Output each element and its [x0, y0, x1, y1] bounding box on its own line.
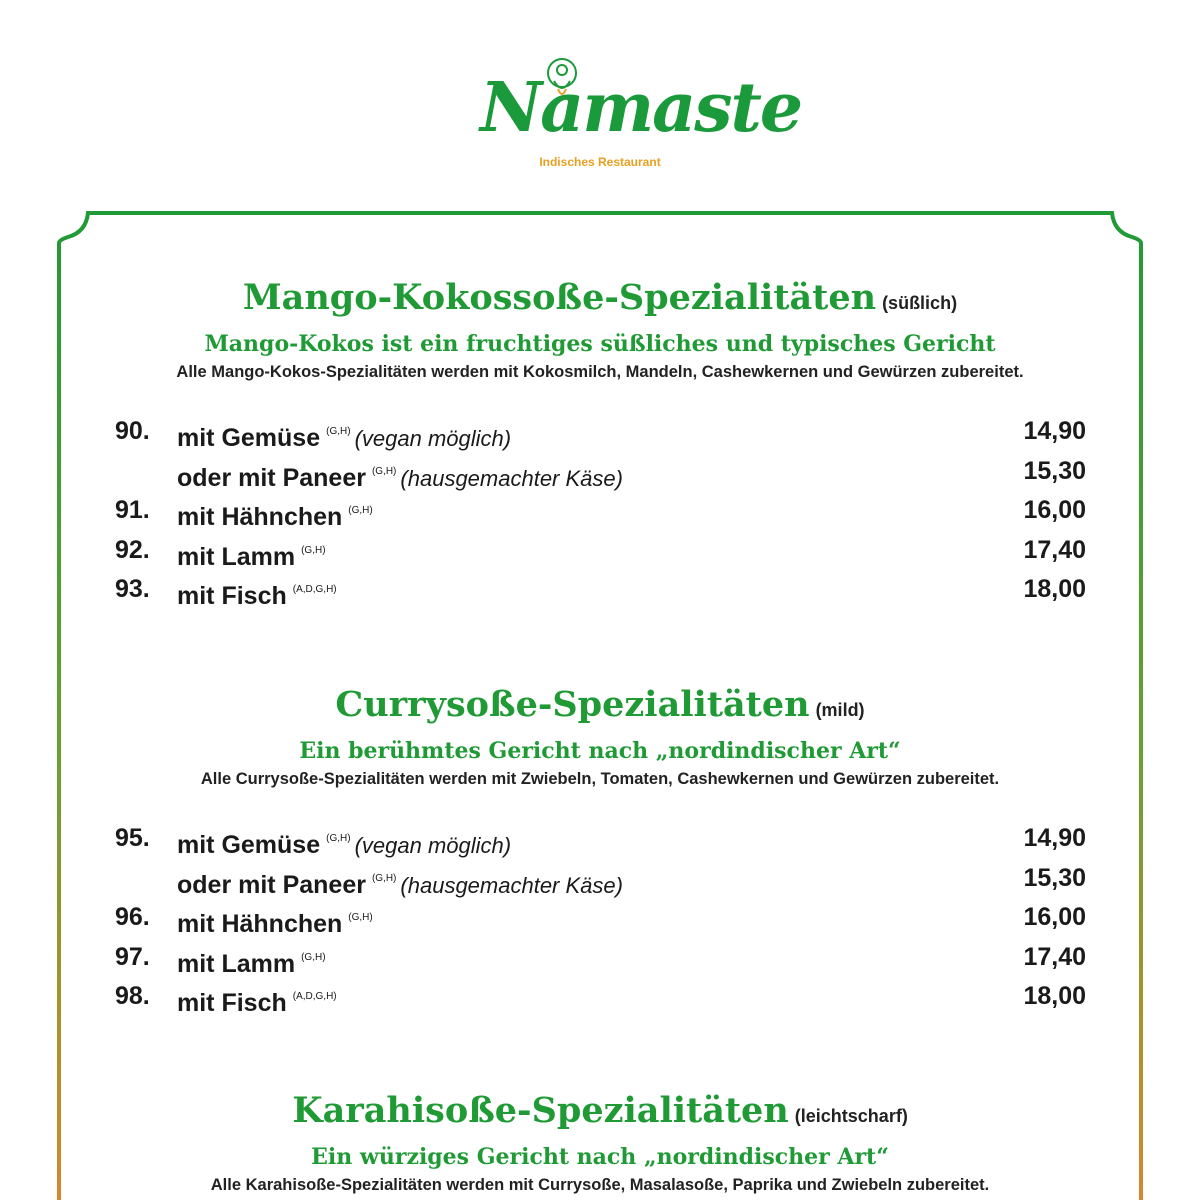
item-price: 17,40: [1023, 535, 1086, 564]
item-number: 90.: [115, 417, 150, 445]
item-name: mit Fisch: [177, 989, 287, 1018]
item-extra: (vegan möglich): [354, 426, 512, 451]
item-number: 91.: [115, 496, 150, 525]
section-subtitle: Ein würziges Gericht nach „nordindischer Art“: [311, 1144, 889, 1170]
section-karahi: [60, 1089, 1140, 1195]
item-allergens: (A,D,G,H): [292, 991, 337, 1003]
restaurant-logo: [480, 55, 802, 180]
item-allergens: (G,H): [348, 505, 373, 517]
section-title: Currysoße-Spezialitäten (mild): [335, 684, 865, 725]
section-heat-note: (süßlich): [882, 293, 958, 313]
item-allergens: (G,H): [348, 912, 373, 924]
menu-item: [60, 412, 1140, 452]
item-price: 17,40: [1023, 942, 1086, 971]
section-subtitle: Mango-Kokos ist ein fruchtiges süßliches und typisches Gericht: [204, 331, 996, 357]
item-number: 95.: [115, 824, 150, 852]
item-name: mit Lamm: [177, 949, 296, 978]
menu-item: [60, 898, 1140, 938]
item-name: mit Hähnchen: [177, 910, 343, 939]
section-description: Alle Mango-Kokos-Spezialitäten werden mit Kokosmilch, Mandeln, Cashewkernen und Gewürzen zubereitet.: [176, 363, 1024, 381]
menu-item: [60, 491, 1140, 531]
item-price: 16,00: [1023, 496, 1086, 525]
item-price: 16,00: [1023, 903, 1086, 932]
menu-item: [60, 570, 1140, 610]
item-price: 14,90: [1023, 417, 1086, 445]
item-name: oder mit Paneer: [177, 463, 366, 492]
section-mango-kokos: [60, 276, 1140, 610]
item-number: 96.: [115, 903, 150, 932]
menu-items: [60, 412, 1140, 610]
item-name: oder mit Paneer: [177, 870, 366, 899]
item-allergens: (A,D,G,H): [292, 584, 337, 596]
item-allergens: (G,H): [371, 872, 397, 884]
section-subtitle: Ein berühmtes Gericht nach „nordindischer Art“: [299, 738, 901, 764]
menu-item: [60, 452, 1140, 492]
item-allergens: (G,H): [301, 544, 326, 556]
item-price: 15,30: [1023, 456, 1086, 485]
item-allergens: (G,H): [301, 951, 326, 963]
item-price: 15,30: [1023, 863, 1086, 892]
menu-item: [60, 531, 1140, 571]
section-description: Alle Karahisoße-Spezialitäten werden mit Currysoße, Masalasoße, Paprika und Zwiebeln zubereitet.: [210, 1176, 990, 1194]
menu-item: [60, 938, 1140, 978]
item-extra: (hausgemachter Käse): [400, 465, 623, 491]
item-number: 93.: [115, 575, 150, 604]
section-heat-note: (mild): [815, 700, 865, 720]
item-extra: (hausgemachter Käse): [400, 872, 623, 898]
item-allergens: (G,H): [326, 426, 351, 437]
logo-subtitle: Indisches Restaurant: [539, 155, 661, 169]
menu-item: [60, 859, 1140, 899]
item-allergens: (G,H): [371, 465, 397, 477]
menu-items: [60, 819, 1140, 1017]
item-name: mit Lamm: [177, 542, 296, 571]
section-heat-note: (leichtscharf): [794, 1106, 908, 1126]
section-curry: [60, 683, 1140, 1017]
section-title: Mango-Kokossoße-Spezialitäten (süßlich): [242, 277, 958, 318]
menu-item: [60, 819, 1140, 859]
item-number: 92.: [115, 535, 150, 564]
item-allergens: (G,H): [326, 833, 351, 844]
item-name: mit Fisch: [177, 582, 287, 611]
section-description: Alle Currysoße-Spezialitäten werden mit Zwiebeln, Tomaten, Cashewkernen und Gewürzen zubereitet.: [200, 770, 1000, 788]
item-price: 18,00: [1023, 575, 1086, 604]
item-name: mit Hähnchen: [177, 503, 343, 532]
item-name: mit Gemüse: [177, 424, 321, 452]
item-price: 18,00: [1023, 982, 1086, 1011]
item-price: 14,90: [1023, 824, 1086, 852]
section-title: Karahisoße-Spezialitäten (leichtscharf): [292, 1090, 908, 1131]
menu-item: [60, 977, 1140, 1017]
item-number: 97.: [115, 942, 150, 971]
item-extra: (vegan möglich): [354, 833, 512, 858]
logo-wordmark: Namaste: [480, 68, 802, 148]
item-name: mit Gemüse: [177, 831, 321, 859]
item-number: 98.: [115, 982, 150, 1011]
